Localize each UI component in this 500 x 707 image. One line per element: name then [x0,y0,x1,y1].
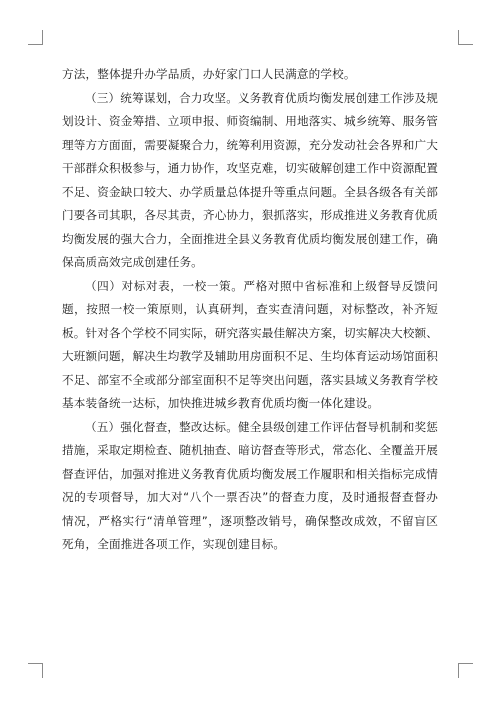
paragraph-section-three: （三）统筹谋划，合力攻坚。义务教育优质均衡发展创建工作涉及规划设计、资金筹措、立项申报、师资编制、用地落实、城乡统筹、服务管理等方方面面，需要凝聚合力，统筹利用资源，充分发动社会各界和广大干部群众积极参与，通力协作，攻坚克难，切实破解创建工作中资源配置不足、资金缺口较大、办学质量总体提升等重点问题。全县各级各有关部门要各司其职，各尽其责，齐心协力，狠抓落实，形成推进义务教育优质均衡发展的强大合力，全面推进全县义务教育优质均衡发展创建工作，确保高质高效完成创建任务。 [62,90,438,269]
crop-mark-bottom-right [458,663,473,678]
paragraph-continuation: 方法，整体提升办学品质，办好家门口人民满意的学校。 [62,67,356,81]
document-body [62,63,438,557]
crop-mark-top-right [458,30,473,45]
paragraph-section-four: （四）对标对表，一校一策。严格对照中省标准和上级督导反馈问题，按照一校一策原则，认真研判，查实查清问题，对标整改，补齐短板。针对各个学校不同实际，研究落实最佳解决方案，切实解决大校额、大班额问题，解决生均教学及辅助用房面积不足、生均体育运动场馆面积不足、部室不全或部分部室面积不足等突出问题，落实县域义务教育学校基本装备统一达标，加快推进城乡教育优质均衡一体化建设。 [62,278,438,410]
crop-mark-top-left [28,30,43,45]
crop-mark-bottom-left [28,663,43,678]
paragraph-section-five: （五）强化督查，整改达标。健全县级创建工作评估督导机制和奖惩措施，采取定期检查、随机抽查、暗访督查等形式，常态化、全覆盖开展督查评估，加强对推进义务教育优质均衡发展工作履职和相关指标完成情况的专项督导，加大对“八个一票否决”的督查力度，及时通报督查督办情况，严格实行“清单管理”，逐项整改销号，确保整改成效，不留盲区死角，全面推进各项工作，实现创建目标。 [62,419,438,551]
